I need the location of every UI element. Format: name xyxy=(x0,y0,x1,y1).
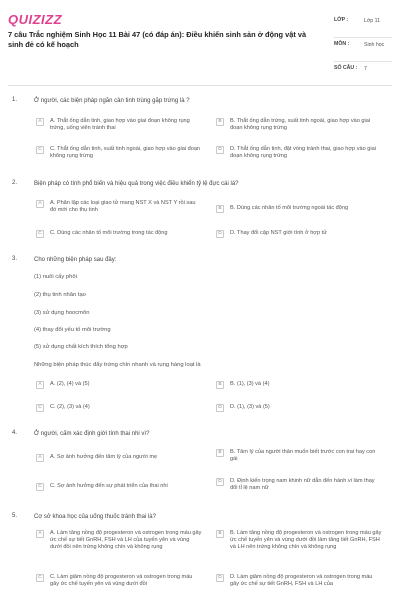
option-letter-box: D xyxy=(216,574,224,582)
option-d[interactable] xyxy=(216,230,382,238)
option-letter-box: C xyxy=(36,230,44,238)
worksheet-header xyxy=(0,0,400,84)
option-letter-box: B xyxy=(216,118,224,126)
option-letter-box: C xyxy=(36,483,44,491)
option-letter-box: B xyxy=(216,530,224,538)
option-d[interactable] xyxy=(216,478,382,492)
option-letter-box: B xyxy=(216,381,224,389)
option-c[interactable] xyxy=(36,483,202,491)
option-text: D. Thay đổi cặp NST giới tính ở hợp tử xyxy=(230,230,327,236)
option-b[interactable] xyxy=(216,449,382,463)
meta-count-row xyxy=(334,62,392,76)
worksheet-title: 7 câu Trắc nghiệm Sinh Học 11 Bài 47 (có đáp án): Điều khiển sinh sản ở động vật và sinh đẻ có kế hoạch xyxy=(8,30,307,49)
option-text: D. Làm giảm nồng độ progesteron và ostrogen trong máu gây ức chế sự tiết GnRH, FSH và LH của xyxy=(230,574,373,587)
option-a[interactable] xyxy=(36,530,202,551)
option-d[interactable] xyxy=(216,146,382,160)
option-letter-box: D xyxy=(216,230,224,238)
option-d[interactable] xyxy=(216,404,382,412)
header-divider xyxy=(8,85,392,86)
option-text: A. Phân lập các loại giao tử mang NST X và NST Y rồi sau đó mới cho thụ tinh xyxy=(50,200,196,213)
option-letter-box: A xyxy=(36,381,44,389)
option-letter-box: C xyxy=(36,574,44,582)
option-c[interactable] xyxy=(36,146,202,160)
option-text: B. Tâm lý của người thân muốn biết trước con trai hay con gái xyxy=(230,449,376,462)
question-text: Ở người, các biện pháp ngăn cản tinh trùng gặp trứng là ? xyxy=(34,98,190,104)
option-letter-box: D xyxy=(216,478,224,486)
question-text: Cơ sở khoa học của uống thuốc tránh thai là? xyxy=(34,514,156,520)
option-text: B. Dùng các nhân tố môi trường ngoài tác động xyxy=(230,205,349,211)
option-letter-box: A xyxy=(36,200,44,208)
option-a[interactable] xyxy=(36,200,202,214)
option-text: B. Làm tăng nồng độ progesteron và ostrogen trong máu gây ức chế tuyến yên và vùng dưới đồi làm tăng tiết GnRH, FSH và LH nên trứng không chín và không rụng xyxy=(230,530,382,550)
option-a[interactable] xyxy=(36,118,202,132)
question-number: 3. xyxy=(12,256,18,262)
option-b[interactable] xyxy=(216,530,382,551)
count-value: 7 xyxy=(364,66,367,72)
option-text: C. Dùng các nhân tố môi trường trong tác động xyxy=(50,230,168,236)
option-letter-box: A xyxy=(36,454,44,462)
option-b[interactable] xyxy=(216,381,382,389)
option-text: A. (2), (4) và (5) xyxy=(50,381,90,387)
option-b[interactable] xyxy=(216,205,382,213)
meta-grade-row xyxy=(334,14,392,38)
option-text: D. (1), (3) và (5) xyxy=(230,404,270,410)
option-text: C. Thắt ống dẫn tinh, xuất tinh ngoài, giao hợp vào giai đoạn không rụng trứng xyxy=(50,146,201,159)
option-letter-box: B xyxy=(216,449,224,457)
option-a[interactable] xyxy=(36,381,202,389)
question-text: Cho những biện pháp sau đây: xyxy=(34,257,117,263)
option-c[interactable] xyxy=(36,230,202,238)
grade-label: LỚP : xyxy=(334,17,349,23)
list-item: (5) sử dụng chất kích thích tổng hợp xyxy=(34,344,128,350)
option-c[interactable] xyxy=(36,574,202,588)
option-b[interactable] xyxy=(216,118,382,132)
option-letter-box: B xyxy=(216,205,224,213)
option-text: A. Sợ ảnh hưởng đến tâm lý của người mẹ xyxy=(50,454,158,460)
question-text: Biện pháp có tính phổ biến và hiệu quả trong việc điều khiển tỷ lệ đực cái là? xyxy=(34,181,239,187)
option-text: C. (2), (3) và (4) xyxy=(50,404,90,410)
question-number: 1. xyxy=(12,97,18,103)
subject-label: MÔN : xyxy=(334,41,350,47)
worksheet-meta xyxy=(334,14,392,76)
list-item: (4) thay đổi yếu tố môi trường xyxy=(34,327,111,333)
option-text: A. Thắt ống dẫn tinh, giao hợp vào giai đoạn không rụng trứng, uống viên tránh thai xyxy=(50,118,190,131)
list-item: (2) thụ tinh nhân tạo xyxy=(34,292,86,298)
option-letter-box: C xyxy=(36,146,44,154)
option-d[interactable] xyxy=(216,574,382,588)
list-item: (3) sử dụng hoocmôn xyxy=(34,310,90,316)
option-text: B. Thắt ống dẫn trứng, xuất tinh ngoài, giao hợp vào giai đoạn không rụng trứng xyxy=(230,118,371,131)
option-letter-box: C xyxy=(36,404,44,412)
option-text: D. Thắt ống dẫn tinh, đặt vòng tránh thai, giao hợp vào giai đoạn không rụng trứng xyxy=(230,146,376,159)
option-text: B. (1), (3) và (4) xyxy=(230,381,270,387)
option-letter-box: D xyxy=(216,146,224,154)
option-letter-box: A xyxy=(36,118,44,126)
option-c[interactable] xyxy=(36,404,202,412)
question-number: 4. xyxy=(12,430,18,436)
question-subtext: Những biện pháp thúc đẩy trứng chín nhanh và rụng hàng loạt là xyxy=(34,362,201,368)
subject-value: Sinh học xyxy=(364,42,385,48)
option-letter-box: D xyxy=(216,404,224,412)
option-a[interactable] xyxy=(36,454,202,462)
list-item: (1) nuôi cấy phôi xyxy=(34,274,77,280)
question-number: 2. xyxy=(12,180,18,186)
option-text: C. Làm giảm nồng độ progesteron và ostrogen trong máu gây ức chế tuyến yên và vùng dưới đồi xyxy=(50,574,193,587)
option-text: A. Làm tăng nồng độ progesteron và ostrogen trong máu gây ức chế sự tiết GnRH, FSH và LH của tuyến yên và vùng dưới đồi nên trứng không chín và không rụng xyxy=(50,530,202,550)
option-text: C. Sợ ảnh hưởng đến sự phát triển của thai nhi xyxy=(50,483,168,489)
meta-subject-row xyxy=(334,38,392,62)
question-number: 5. xyxy=(12,513,18,519)
option-letter-box: A xyxy=(36,530,44,538)
count-label: SỐ CÂU : xyxy=(334,65,358,71)
quizizz-logo: QUIZIZZ xyxy=(8,12,63,27)
question-text: Ở người, cấm xác định giới tính thai nhi vì? xyxy=(34,431,150,437)
option-text: D. Định kiến trọng nam khinh nữ dẫn đến hành vi làm thay đổi tỉ lệ nam nữ xyxy=(230,478,375,491)
grade-value: Lớp 11 xyxy=(364,18,380,24)
